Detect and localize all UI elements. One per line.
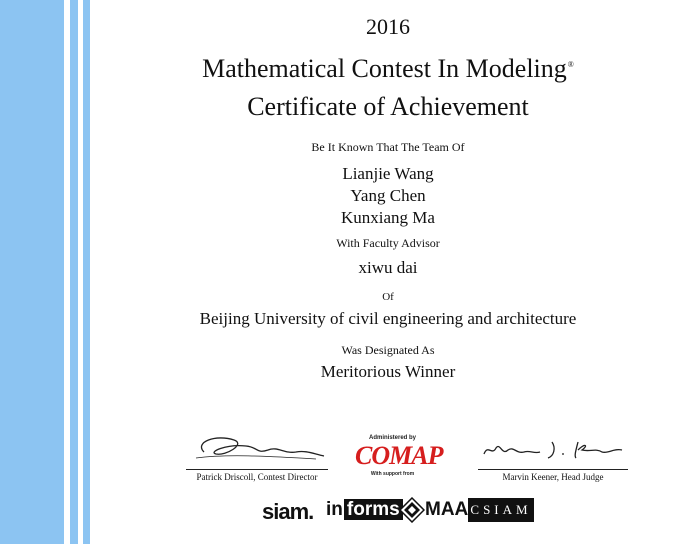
judge-signature bbox=[478, 436, 628, 462]
designation-label: Was Designated As bbox=[341, 343, 435, 357]
informs-prefix: in bbox=[326, 499, 343, 520]
siam-logo: siam. bbox=[262, 499, 314, 524]
signature-line bbox=[186, 469, 328, 470]
advisor-name: xiwu dai bbox=[358, 258, 418, 277]
certificate-title: Certificate of Achievement bbox=[247, 92, 529, 121]
year: 2016 bbox=[366, 14, 410, 39]
informs-logo bbox=[326, 499, 403, 529]
director-caption: Patrick Driscoll, Contest Director bbox=[196, 472, 318, 482]
advisor-label: With Faculty Advisor bbox=[336, 236, 440, 250]
signature-line bbox=[478, 469, 628, 470]
contest-name bbox=[95, 54, 681, 84]
contest-name-text: Mathematical Contest In Modeling bbox=[202, 54, 567, 83]
judge-signature-block bbox=[478, 436, 628, 482]
team-member: Yang Chen bbox=[350, 186, 426, 205]
team-member: Lianjie Wang bbox=[342, 164, 434, 183]
support-text: With support from bbox=[370, 471, 415, 477]
registered-mark: ® bbox=[567, 60, 574, 70]
director-signature bbox=[186, 432, 328, 462]
administered-by-text: Administered by bbox=[368, 435, 416, 441]
judge-caption: Marvin Keener, Head Judge bbox=[502, 472, 604, 482]
decorative-border bbox=[0, 0, 95, 544]
border-solid-band bbox=[0, 0, 64, 544]
maa-text: MAA bbox=[425, 499, 469, 521]
informs-box: forms bbox=[344, 499, 403, 520]
award-title: Meritorious Winner bbox=[320, 362, 456, 381]
border-stripe-2 bbox=[83, 0, 90, 544]
institution-name: Beijing University of civil engineering and architecture bbox=[199, 309, 577, 328]
sponsor-logos bbox=[0, 495, 681, 525]
team-member: Kunxiang Ma bbox=[341, 208, 435, 227]
of-label: Of bbox=[382, 291, 394, 303]
director-signature-block bbox=[186, 432, 328, 482]
comap-logo-block bbox=[355, 435, 443, 491]
csiam-logo: CSIAM bbox=[468, 498, 534, 522]
intro-text: Be It Known That The Team Of bbox=[311, 140, 465, 154]
comap-logo: COMAP bbox=[355, 441, 443, 470]
border-stripe-1 bbox=[70, 0, 78, 544]
maa-logo bbox=[399, 497, 468, 527]
maa-emblem-icon bbox=[399, 497, 425, 523]
